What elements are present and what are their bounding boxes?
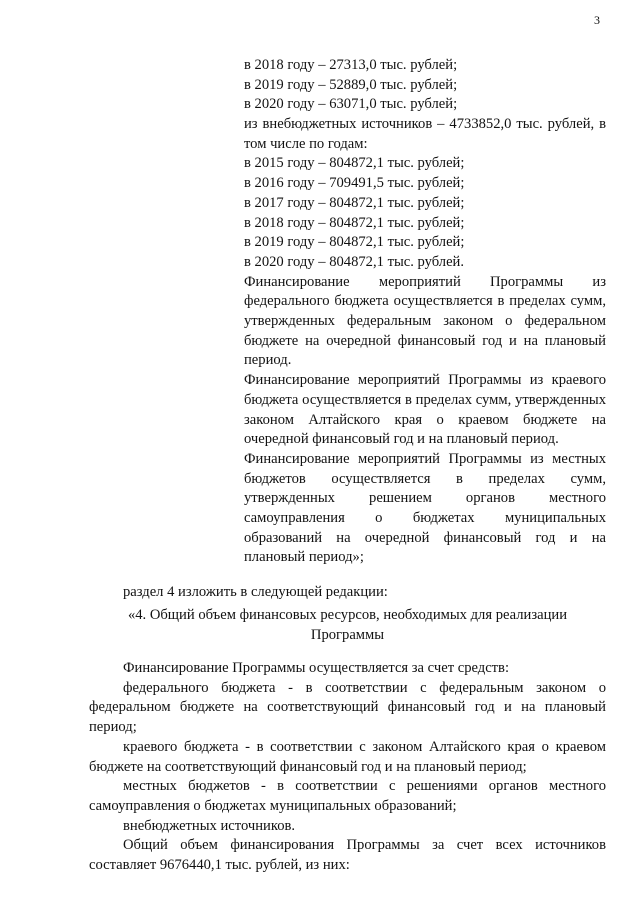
body-paragraph-1: Финансирование Программы осуществляется за счет средств: bbox=[123, 660, 510, 676]
extrabudget-year-2017: в 2017 году – 804872,1 тыс. рублей; bbox=[244, 194, 465, 211]
section-heading-line1: «4. Общий объем финансовых ресурсов, необходимых для реализации bbox=[127, 607, 568, 623]
year-line-2018: в 2018 году – 27313,0 тыс. рублей; bbox=[244, 57, 458, 73]
body-paragraph-4: местных бюджетов - в соответствии с решениями органов местного самоуправления о бюджетах муниципальных образований; bbox=[89, 778, 606, 814]
section-heading bbox=[89, 606, 606, 645]
extrabudget-year-2018: в 2018 году – 804872,1 тыс. рублей; bbox=[244, 214, 465, 231]
extrabudget-year-2019: в 2019 году – 804872,1 тыс. рублей; bbox=[244, 234, 465, 251]
section-heading-line2: Программы bbox=[310, 626, 385, 643]
section-instruction: раздел 4 изложить в следующей редакции: bbox=[123, 584, 388, 600]
body-paragraph-3: краевого бюджета - в соответствии с законом Алтайского края о краевом бюджете на соответствующий финансовый год и на плановый период; bbox=[89, 738, 606, 775]
regional-financing-paragraph: Финансирование мероприятий Программы из краевого бюджета осуществляется в пределах сумм, утвержденных законом Алтайского края о краевом бюджете на очередной финансовый год и на плановый период. bbox=[244, 372, 606, 448]
right-column-text bbox=[244, 56, 606, 568]
body-paragraph-6: Общий объем финансирования Программы за счет всех источников составляет 9676440,1 тыс. рублей, из них: bbox=[89, 837, 606, 874]
main-body-text bbox=[89, 659, 606, 876]
local-financing-paragraph: Финансирование мероприятий Программы из местных бюджетов осуществляется в пределах сумм, утвержденных решением органов местного самоуправления о бюджетах муниципальных образований на очередной финансовый год и на плановый период»; bbox=[244, 450, 606, 566]
year-line-2019: в 2019 году – 52889,0 тыс. рублей; bbox=[244, 76, 458, 93]
extrabudget-paragraph: из внебюджетных источников – 4733852,0 тыс. рублей, в том числе по годам: bbox=[244, 116, 606, 152]
extrabudget-year-2016: в 2016 году – 709491,5 тыс. рублей; bbox=[244, 175, 465, 192]
extrabudget-year-2015: в 2015 году – 804872,1 тыс. рублей; bbox=[244, 155, 465, 172]
body-paragraph-5: внебюджетных источников. bbox=[123, 817, 296, 834]
page-number: 3 bbox=[594, 13, 600, 27]
extrabudget-year-2020: в 2020 году – 804872,1 тыс. рублей. bbox=[244, 253, 465, 270]
body-paragraph-2: федерального бюджета - в соответствии с федеральным законом о федеральном бюджете на соответствующий финансовый год и на плановый период; bbox=[89, 679, 606, 736]
year-line-2020: в 2020 году – 63071,0 тыс. рублей; bbox=[244, 96, 458, 113]
federal-financing-paragraph: Финансирование мероприятий Программы из федерального бюджета осуществляется в пределах сумм, утвержденных федеральным законом о федеральном бюджете на очередной финансовый год и на плановый период. bbox=[244, 273, 606, 369]
